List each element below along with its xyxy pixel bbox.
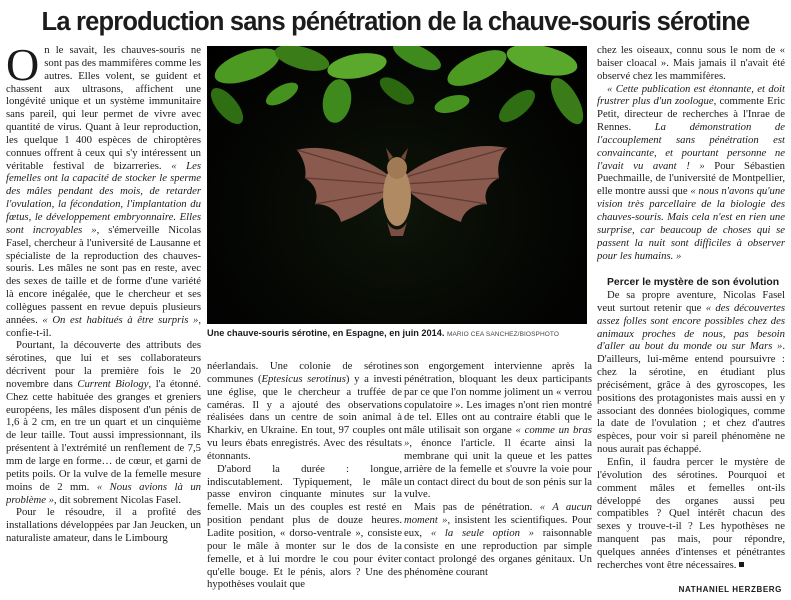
text-run: , énonce l'article. Il écarte ainsi la membrane qui unit la queue et les pattes arrière de la femelle et s'ouvre la voie pour un contact direct du bout de son pénis sur la vulve.	[404, 437, 592, 501]
paragraph	[404, 360, 592, 501]
text-run: raisonnable consiste en une reproduction par simple contact prolongé des organes génitaux. Un phénomène courant	[404, 526, 592, 578]
quote: « Nous avions là un problème »	[6, 480, 201, 506]
text-run: . D'ailleurs, lui-même entend poursuivre : chez la sérotine, en étudiant plus précisément, grâce à des gyroscopes, les positions des protagonistes mais aussi en y associant des données biologiques, comme la date de l'ovulation ; et chez d'autres espèces, pour voir si pareil phénomène ne nous aurait pas échappé.	[597, 340, 785, 456]
text-run: , s'émerveille Nicolas Fasel, chercheur à l'université de Lausanne et spécialiste de la reproduction des chauves-souris. Les mâles ne sont pas en reste, avec des sexes de taille et de forme d'une variété là encore inégalée, que le chercheur et ses collègues passent en revue depuis plusieurs années.	[6, 223, 201, 326]
caption-text: Une chauve-souris sérotine, en Espagne, en juin 2014.	[207, 328, 445, 338]
text-run: , confie-t-il.	[6, 313, 201, 339]
text-run: Mais pas de pénétration.	[414, 501, 533, 514]
column-4-bottom	[597, 276, 785, 598]
quote: « On est habitués à être surpris »	[42, 313, 199, 326]
photo-credit: MARIO CEA SANCHEZ/BIOSPHOTO	[446, 331, 560, 338]
text-run: Pour Sébastien Puechmaille, de l'université de Montpellier, elle montre aussi que	[597, 159, 785, 198]
paragraph	[6, 339, 201, 506]
paragraph	[597, 83, 785, 263]
subheading: Percer le mystère de son évolution	[607, 277, 780, 288]
text-run: , dit sobrement Nicolas Fasel.	[53, 493, 182, 506]
quote: « la seule option »	[430, 526, 535, 539]
quote: « Cette publication est étonnante, et doit frustrer plus d'un zoologue	[597, 82, 785, 108]
paragraph: chez les oiseaux, connu sous le nom de « baiser cloacal ». Mais jamais il n'avait été observé chez les mammifères.	[597, 44, 785, 82]
quote: « A aucun moment »	[404, 501, 592, 527]
photo-caption	[207, 326, 592, 340]
quote: « Les femelles ont la capacité de stocker le sperme des mâles pendant des mois, de retarder l'ovulation, la fécondation, l'implantation du fœtus, le développement embryonnaire. Elles sont incroyables »	[6, 159, 201, 236]
text-run: néerlandais. Une colonie de sérotines communes (	[207, 360, 402, 385]
text-run: n le savait, les chauves-souris ne sont pas des mammifères comme les autres. Elles volent, se guident et chassent aux ultrasons, affichent une longévité unique et un système immunitaire sans pareil, qui leur permet de vivre avec quantité de virus. Quant à leur reproduction, les quelque 1 400 espèces de chiroptères connues offrent à ceux qui s'y intéressent un véritable festival de bizarreries.	[6, 44, 201, 172]
quote: « nous n'avons qu'une vision très parcellaire de la biologie des chauves-souris. Mais cela n'est en rien une surprise, car beaucoup de choses qui se passent la nuit sont difficiles à observer pour les humains. »	[597, 185, 785, 262]
paragraph	[597, 456, 785, 572]
species-name: Eptesicus serotinus	[261, 372, 346, 385]
text-run: Pourtant, la découverte des attributs des sérotines, que lui et ses collaborateurs décrivent pour la première fois le 20 novembre dans	[6, 339, 201, 390]
paragraph: Pour le résoudre, il a profité des installations développées par Jan Jeucken, un naturaliste amateur, dans le Limbourg	[6, 506, 201, 545]
text-run: , commente Eric Petit, directeur de recherches à l'Inrae de Rennes.	[597, 95, 785, 134]
paragraph-intro	[6, 44, 201, 339]
bat-photo	[207, 46, 587, 324]
quote: La démonstration de l'accouplement sans pénétration est convaincante, et pourtant personne ne l'avait vu avant ! »	[597, 121, 785, 172]
quote: « des découvertes assez folles sont encore possibles chez des animaux proches de nous, pas besoin d'aller au bout du monde ou sur Mars »	[597, 301, 785, 353]
text-run: Enfin, il faudra percer le mystère de l'évolution des sérotines. Pourquoi et comment mâles et femelles ont-ils développé des organes aussi peu compatibles ? Quel intérêt chacun des sexes y trouve-t-il ? Les hypothèses ne manquent pas mais, pour répondre, quelques années d'intenses et pénétrantes recherches vont être nécessaires.	[597, 455, 785, 571]
column-2	[207, 360, 402, 598]
journal-name: Current Biology	[77, 377, 149, 390]
paragraph: D'abord la durée : longue, indiscutablement. Typiquement, le mâle passe environ cinquante minutes sur la femelle. Mais un des couples est resté en position pendant plus de douze heures. Ladite position, « dorso-ventrale », consiste pour le mâle à monter sur le dos de la femelle, et à lui mordre le cou pour éviter qu'elle bouge. Et le pénis, alors ? Une des hypothèses voulait que	[207, 462, 402, 591]
paragraph	[597, 289, 785, 456]
paragraph	[404, 501, 592, 578]
end-mark	[739, 562, 744, 567]
text-run: , l'a étonné. Chez cette habituée des granges et greniers européens, les mâles disposent d'un pénis de 1,6 à 2 cm, en tre un quart et un cinquième de leur taille. Tout aussi impressionnant, ils présentent à l'extrémité un renflement de 7,5 mm de large en forme… de cœur, et garni de petits poils. Or la vulve de la femelle mesure moins de 2 mm.	[6, 377, 201, 493]
byline: NATHANIEL HERZBERG	[678, 585, 782, 594]
quote: « comme un bras »	[404, 424, 592, 450]
column-4-top	[597, 44, 785, 276]
drop-cap: O	[6, 44, 40, 90]
headline: La reproduction sans pénétration de la chauve-souris sérotine	[41, 8, 750, 36]
bat	[297, 146, 507, 236]
text-run: De sa propre aventure, Nicolas Fasel veut surtout retenir que	[597, 289, 785, 314]
bat-illustration	[207, 46, 587, 324]
text-run: ) y a investi une église, que le chercheur a truffée de caméras. Il y a ajouté des observations réalisées dans un centre de soin animal à Kharkiv, en Ukraine. En tout, 97 couples ont vu leurs ébats enregistrés. Avec des résultats étonnants.	[207, 372, 402, 462]
paragraph	[207, 360, 402, 463]
column-3	[404, 360, 592, 598]
text-run: , insistent les scientifiques. Pour eux,	[404, 514, 592, 539]
text-run: son engorgement intervienne après la pénétration, bloquant les deux participants par ce que l'on nomme joliment un « verrou copulatoire ». Les images n'ont rien montré de tel. Elles ont au contraire établi que le mâle utilisait son organe	[404, 360, 592, 437]
column-1	[6, 44, 201, 600]
leaves	[207, 46, 587, 129]
